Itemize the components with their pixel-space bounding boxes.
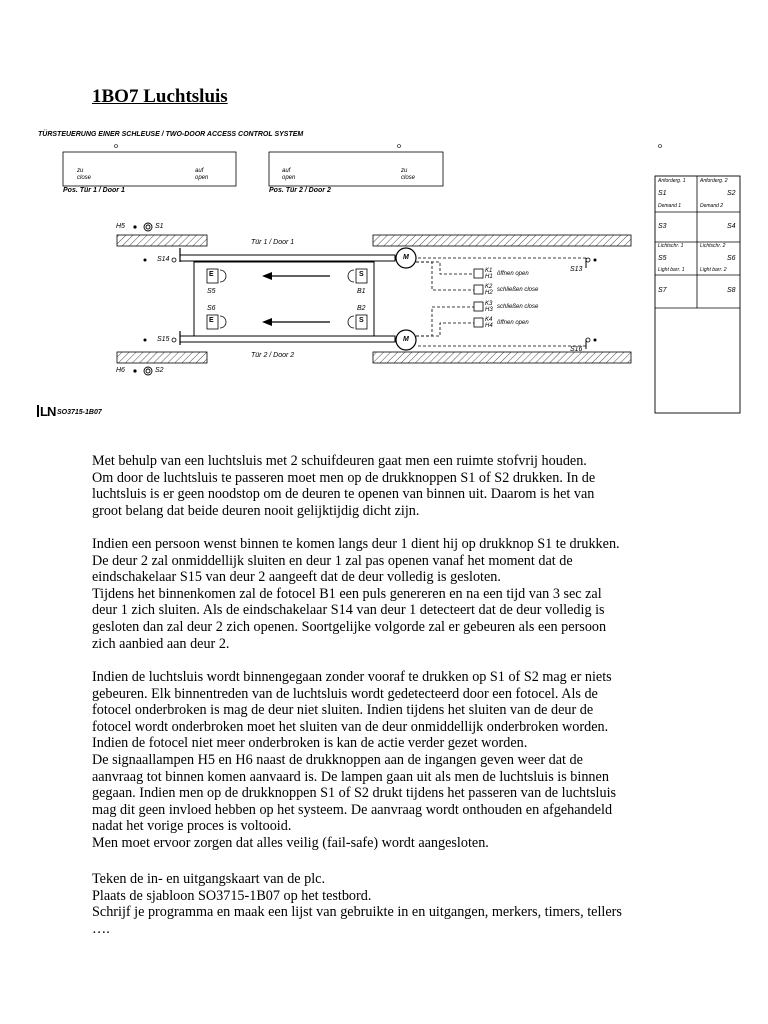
text-line: Tijdens het binnenkomen zal de fotocel B1 een puls genereren en na een tijd van 3 sec zal [92,585,602,602]
side-panel-ref-circle [659,145,662,148]
relay-k4-label: K4 H4 [485,317,493,329]
relay-k4 [474,318,483,327]
text-line: groot belang dat beide deuren nooit gelijktijdig dicht zijn. [92,502,420,519]
side-s4: S4 [727,223,736,230]
door2-label: Tür 2 / Door 2 [251,352,295,359]
side-lightbarr2-small: Lichtschr. 2 [700,243,726,249]
door1-panel-label: Pos. Tür 1 / Door 1 [63,187,125,194]
template-code: SO3715-1B07 [57,409,102,416]
relay-k3-text: schließen close [497,304,539,310]
door2-rail [180,336,395,342]
label-s-top: S [359,271,364,278]
side-lightbarr1-small: Lichtschr. 1 [658,243,684,249]
label-b1: B1 [357,288,366,295]
text-line: deur 1 zich sluiten. Als de eindschakelaar S14 van deur 1 detecteert dat de deur volledig is [92,602,605,619]
label-s13: S13 [570,266,583,273]
text-line: mag dit geen invloed hebben op het systeem. De aanvraag wordt onthouden en afgehandeld [92,801,613,818]
label-e-top: E [209,271,214,278]
side-s1: S1 [658,190,667,197]
side-s6: S6 [727,255,736,262]
side-lightbarr1-bottom: Light barr. 1 [658,267,685,273]
ref-circle-left [115,145,118,148]
door1-close-en: close [77,175,92,181]
door1-rail [180,255,395,261]
side-demand1-small: Anforderg. 1 [658,178,686,184]
s13-dot [594,259,597,262]
relay-k2-text: schließen close [497,287,539,293]
side-demand1-bottom: Demand 1 [658,203,682,209]
side-demand2-bottom: Demand 2 [700,203,724,209]
side-s2: S2 [727,190,736,197]
label-s14: S14 [157,256,170,263]
text-line: Men moet ervoor zorgen dat alles veilig (fail-safe) wordt aangesloten. [92,834,489,851]
door2-open-de: auf [282,168,291,174]
text-line: zich aanbied aan deur 2. [92,635,230,652]
door2-panel-label: Pos. Tür 2 / Door 2 [269,187,331,194]
relay-k4-text: öffnen open [497,320,529,326]
text-line: Teken de in- en uitgangskaart van de plc. [92,871,326,887]
text-line: Indien de fotocel niet meer onderbroken is kan de actie verder gezet worden. [92,735,528,752]
door1-close-de: zu [77,168,84,174]
text-line: Om door de luchtsluis te passeren moet men op de drukknoppen S1 of S2 drukken. In de [92,469,596,486]
text-line: Indien de luchtsluis wordt binnengegaan zonder vooraf te drukken op S1 of S2 mag er niets [92,669,612,685]
side-panel [655,176,740,413]
side-s5: S5 [658,255,667,262]
diagram-canvas [0,0,768,420]
button-s1-icon [144,223,152,231]
relay-k1-text: öffnen open [497,271,529,277]
door1-open-en: open [195,175,209,181]
text-line: De signaallampen H5 en H6 naast de drukknoppen aan de ingangen geven weer dat de [92,751,583,768]
motor2-label: M [403,336,409,343]
text-line: gebeuren. Elk binnentreden van de luchtsluis wordt gedetecteerd door een fotocel. Als de [92,685,598,702]
text-line: Plaats de sjabloon SO3715-1B07 op het testbord. [92,887,372,904]
side-s8: S8 [727,287,736,294]
logo-bar [37,405,39,417]
text-line: fotocel onderbroken is mag de deur niet sluiten. Indien tijdens het sluiten van de deur de [92,702,594,719]
paragraph-1 [92,453,692,519]
text-line: eindschakelaar S15 van deur 2 aangeeft dat de deur volledig is gesloten. [92,569,501,586]
label-s6: S6 [207,305,216,312]
diagram-header: TÜRSTEUERUNG EINER SCHLEUSE / TWO-DOOR ACCESS CONTROL SYSTEM [38,131,304,138]
text-line: Schrijf je programma en maak een lijst van gebruikte in en uitgangen, merkers, timers, tellers [92,904,622,921]
s16-dot [594,339,597,342]
text-line: aanvraag tot binnen komen aanvaard is. De lampen gaan uit als men de luchtsluis is binnen [92,768,609,785]
relay-k3-label: K3 H3 [485,301,493,313]
label-s-bottom: S [359,317,364,324]
text-line: luchtsluis is er geen noodstop om de deuren te openen van binnen uit. Daarom is het van [92,486,595,503]
wall-bottom-left [117,352,207,363]
door2-open-en: open [282,175,296,181]
paragraph-2 [92,536,692,652]
text-line: gesloten dan zal deur 2 zich openen. Soortgelijke volgorde zal er gebeuren als een persoon [92,618,607,635]
text-line: …. [92,920,110,937]
button-s2-icon [144,367,152,375]
paragraph-4 [92,871,692,937]
label-s15: S15 [157,336,170,343]
side-demand2-small: Anforderg. 2 [700,178,728,184]
s14-dot [144,259,147,262]
wall-bottom-right [373,352,631,363]
label-s5: S5 [207,288,216,295]
side-s3: S3 [658,223,667,230]
relay-k3 [474,302,483,311]
text-line: Indien een persoon wenst binnen te komen langs deur 1 dient hij op drukknop S1 te drukken. [92,536,620,552]
label-e-bottom: E [209,317,214,324]
motor1-label: M [403,254,409,261]
relay-k1 [474,269,483,278]
ref-circle-right [398,145,401,148]
relay-k2 [474,285,483,294]
door1-label: Tür 1 / Door 1 [251,239,295,246]
lamp-h6-icon [133,369,136,372]
page-title: 1BO7 Luchtsluis [92,86,228,107]
logo: LN [40,404,56,419]
lamp-h5-icon [133,225,136,228]
wall-top-left [117,235,207,246]
text-line: nadat het vorige proces is voltooid. [92,818,292,835]
text-line: gegaan. Indien men op de drukknoppen S1 of S2 drukt tijdens het passeren van de luchtsluis [92,785,617,802]
label-b2: B2 [357,305,366,312]
text-line: fotocel wordt onderbroken moet het sluiten van de deur onmiddellijk onderbroken worden. [92,718,609,735]
paragraph-3 [92,669,692,852]
label-s2: S2 [155,367,164,374]
wall-top-right [373,235,631,246]
label-h5: H5 [116,223,125,230]
door1-open-de: auf [195,168,204,174]
door2-close-en: close [401,175,416,181]
relay-k1-label: K1 H1 [485,268,493,280]
side-s7: S7 [658,287,667,294]
label-s1: S1 [155,223,164,230]
door2-close-de: zu [401,168,408,174]
label-s16: S16 [570,346,583,353]
text-line: De deur 2 zal onmiddellijk sluiten en deur 1 zal pas openen vanaf het moment dat de [92,552,573,569]
label-h6: H6 [116,367,125,374]
s15-dot [144,339,147,342]
relay-k2-label: K2 H2 [485,284,493,296]
airlock-chamber [194,262,374,342]
text-line: Met behulp van een luchtsluis met 2 schuifdeuren gaat men een ruimte stofvrij houden. [92,453,587,469]
side-lightbarr2-bottom: Light barr. 2 [700,267,727,273]
